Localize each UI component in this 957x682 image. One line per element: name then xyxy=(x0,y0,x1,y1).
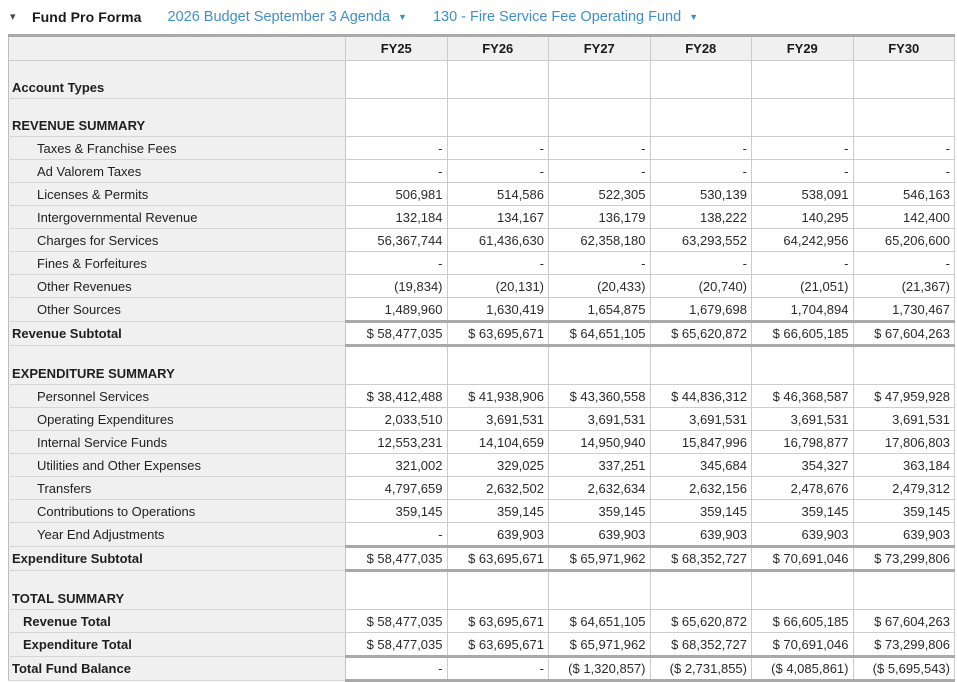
row-label: Other Revenues xyxy=(9,275,346,298)
value-cell: 639,903 xyxy=(752,523,854,547)
row-label: Utilities and Other Expenses xyxy=(9,454,346,477)
value-cell xyxy=(549,61,651,99)
value-cell xyxy=(447,99,549,137)
value-cell: $ 65,620,872 xyxy=(650,610,752,633)
value-cell: 538,091 xyxy=(752,183,854,206)
value-cell: $ 68,352,727 xyxy=(650,633,752,657)
value-cell: $ 44,836,312 xyxy=(650,385,752,408)
value-cell: 359,145 xyxy=(447,500,549,523)
table-row xyxy=(9,454,955,477)
value-cell xyxy=(650,571,752,610)
value-cell: $ 41,938,906 xyxy=(447,385,549,408)
value-cell: - xyxy=(549,252,651,275)
row-label: Contributions to Operations xyxy=(9,500,346,523)
row-label: Ad Valorem Taxes xyxy=(9,160,346,183)
value-cell: - xyxy=(650,160,752,183)
row-label: Revenue Subtotal xyxy=(9,322,346,346)
row-label: Transfers xyxy=(9,477,346,500)
column-header-fy29: FY29 xyxy=(752,36,854,61)
row-label: Year End Adjustments xyxy=(9,523,346,547)
table-row xyxy=(9,322,955,346)
fund-selector-dropdown-label: 130 - Fire Service Fee Operating Fund xyxy=(432,9,682,25)
chevron-down-icon: ▼ xyxy=(689,11,699,22)
value-cell xyxy=(853,346,955,385)
value-cell: $ 65,620,872 xyxy=(650,322,752,346)
value-cell: $ 38,412,488 xyxy=(346,385,448,408)
value-cell: (20,131) xyxy=(447,275,549,298)
value-cell: 359,145 xyxy=(650,500,752,523)
value-cell: 2,478,676 xyxy=(752,477,854,500)
row-label: Taxes & Franchise Fees xyxy=(9,137,346,160)
value-cell: 639,903 xyxy=(650,523,752,547)
value-cell: 321,002 xyxy=(346,454,448,477)
row-label: Internal Service Funds xyxy=(9,431,346,454)
value-cell: 2,632,634 xyxy=(549,477,651,500)
value-cell: $ 63,695,671 xyxy=(447,610,549,633)
row-label: EXPENDITURE SUMMARY xyxy=(9,346,346,385)
table-row xyxy=(9,523,955,547)
table-row xyxy=(9,183,955,206)
table-row xyxy=(9,500,955,523)
table-row xyxy=(9,298,955,322)
value-cell xyxy=(853,571,955,610)
value-cell: ($ 1,320,857) xyxy=(549,657,651,681)
budget-version-dropdown-label: 2026 Budget September 3 Agenda xyxy=(167,9,391,25)
value-cell: 639,903 xyxy=(447,523,549,547)
table-row xyxy=(9,657,955,681)
table-row xyxy=(9,408,955,431)
value-cell: 337,251 xyxy=(549,454,651,477)
value-cell xyxy=(346,571,448,610)
value-cell: - xyxy=(853,137,955,160)
value-cell: - xyxy=(853,160,955,183)
value-cell: $ 58,477,035 xyxy=(346,633,448,657)
table-row xyxy=(9,385,955,408)
table-row xyxy=(9,346,955,385)
value-cell: $ 63,695,671 xyxy=(447,547,549,571)
value-cell xyxy=(650,61,752,99)
value-cell: ($ 2,731,855) xyxy=(650,657,752,681)
value-cell: 1,679,698 xyxy=(650,298,752,322)
value-cell: 639,903 xyxy=(549,523,651,547)
value-cell: - xyxy=(650,137,752,160)
table-row xyxy=(9,477,955,500)
value-cell: - xyxy=(447,252,549,275)
fund-selector-dropdown[interactable] xyxy=(433,9,698,25)
table-row xyxy=(9,547,955,571)
row-label: Expenditure Subtotal xyxy=(9,547,346,571)
value-cell: $ 73,299,806 xyxy=(853,547,955,571)
value-cell: - xyxy=(447,137,549,160)
value-cell: $ 64,651,105 xyxy=(549,610,651,633)
value-cell: 12,553,231 xyxy=(346,431,448,454)
value-cell: $ 64,651,105 xyxy=(549,322,651,346)
value-cell xyxy=(752,346,854,385)
value-cell: 132,184 xyxy=(346,206,448,229)
value-cell xyxy=(853,61,955,99)
value-cell: 61,436,630 xyxy=(447,229,549,252)
value-cell: $ 65,971,962 xyxy=(549,547,651,571)
value-cell: $ 70,691,046 xyxy=(752,633,854,657)
value-cell xyxy=(346,99,448,137)
value-cell: 64,242,956 xyxy=(752,229,854,252)
table-row xyxy=(9,137,955,160)
value-cell: $ 46,368,587 xyxy=(752,385,854,408)
page-title: Fund Pro Forma xyxy=(32,9,142,25)
value-cell: 3,691,531 xyxy=(853,408,955,431)
column-header-fy28: FY28 xyxy=(650,36,752,61)
table-row xyxy=(9,275,955,298)
value-cell: 363,184 xyxy=(853,454,955,477)
column-header-fy27: FY27 xyxy=(549,36,651,61)
row-label-header-cell xyxy=(9,36,346,61)
value-cell: - xyxy=(447,657,549,681)
value-cell: $ 70,691,046 xyxy=(752,547,854,571)
value-cell: - xyxy=(346,160,448,183)
collapse-section-icon[interactable]: ▾ xyxy=(10,10,16,23)
table-row xyxy=(9,229,955,252)
value-cell: 359,145 xyxy=(549,500,651,523)
value-cell: ($ 5,695,543) xyxy=(853,657,955,681)
row-label: Revenue Total xyxy=(9,610,346,633)
value-cell: 136,179 xyxy=(549,206,651,229)
table-row xyxy=(9,610,955,633)
table-row xyxy=(9,99,955,137)
value-cell: $ 66,605,185 xyxy=(752,322,854,346)
value-cell: - xyxy=(447,160,549,183)
value-cell xyxy=(549,346,651,385)
value-cell: 3,691,531 xyxy=(752,408,854,431)
value-cell: 359,145 xyxy=(752,500,854,523)
value-cell: (19,834) xyxy=(346,275,448,298)
value-cell: 546,163 xyxy=(853,183,955,206)
value-cell: 15,847,996 xyxy=(650,431,752,454)
value-cell: 142,400 xyxy=(853,206,955,229)
value-cell: 3,691,531 xyxy=(549,408,651,431)
value-cell: - xyxy=(346,523,448,547)
value-cell xyxy=(346,61,448,99)
value-cell: - xyxy=(853,252,955,275)
row-label: Expenditure Total xyxy=(9,633,346,657)
row-label: Other Sources xyxy=(9,298,346,322)
budget-version-dropdown[interactable] xyxy=(168,9,407,25)
value-cell: 345,684 xyxy=(650,454,752,477)
row-label: Personnel Services xyxy=(9,385,346,408)
value-cell: $ 66,605,185 xyxy=(752,610,854,633)
value-cell: $ 73,299,806 xyxy=(853,633,955,657)
value-cell: 530,139 xyxy=(650,183,752,206)
value-cell xyxy=(752,571,854,610)
table-row xyxy=(9,61,955,99)
value-cell: 1,630,419 xyxy=(447,298,549,322)
value-cell: $ 58,477,035 xyxy=(346,322,448,346)
value-cell: 359,145 xyxy=(346,500,448,523)
value-cell: - xyxy=(752,252,854,275)
value-cell: - xyxy=(549,160,651,183)
value-cell: $ 47,959,928 xyxy=(853,385,955,408)
value-cell: 1,654,875 xyxy=(549,298,651,322)
column-header-fy26: FY26 xyxy=(447,36,549,61)
value-cell: - xyxy=(346,657,448,681)
row-label: REVENUE SUMMARY xyxy=(9,99,346,137)
pro-forma-table xyxy=(8,34,955,682)
value-cell xyxy=(853,99,955,137)
value-cell: 4,797,659 xyxy=(346,477,448,500)
value-cell: (20,433) xyxy=(549,275,651,298)
value-cell: $ 58,477,035 xyxy=(346,610,448,633)
value-cell: 639,903 xyxy=(853,523,955,547)
value-cell xyxy=(447,61,549,99)
value-cell: 56,367,744 xyxy=(346,229,448,252)
value-cell: 2,479,312 xyxy=(853,477,955,500)
value-cell: $ 63,695,671 xyxy=(447,322,549,346)
table-row xyxy=(9,571,955,610)
column-header-row xyxy=(9,36,955,61)
value-cell: 16,798,877 xyxy=(752,431,854,454)
value-cell: - xyxy=(650,252,752,275)
value-cell: 522,305 xyxy=(549,183,651,206)
value-cell xyxy=(346,346,448,385)
value-cell: (21,051) xyxy=(752,275,854,298)
pro-forma-table-container xyxy=(8,34,957,682)
value-cell: 2,632,156 xyxy=(650,477,752,500)
toolbar xyxy=(0,0,957,34)
value-cell: ($ 4,085,861) xyxy=(752,657,854,681)
value-cell: 2,632,502 xyxy=(447,477,549,500)
value-cell: - xyxy=(752,160,854,183)
value-cell: $ 43,360,558 xyxy=(549,385,651,408)
table-row xyxy=(9,206,955,229)
value-cell xyxy=(752,61,854,99)
row-label: Total Fund Balance xyxy=(9,657,346,681)
value-cell xyxy=(650,99,752,137)
value-cell: - xyxy=(346,252,448,275)
value-cell: 138,222 xyxy=(650,206,752,229)
column-header-fy30: FY30 xyxy=(853,36,955,61)
value-cell: 1,489,960 xyxy=(346,298,448,322)
value-cell: $ 67,604,263 xyxy=(853,610,955,633)
row-label: Licenses & Permits xyxy=(9,183,346,206)
value-cell: $ 65,971,962 xyxy=(549,633,651,657)
value-cell: 3,691,531 xyxy=(447,408,549,431)
value-cell xyxy=(752,99,854,137)
value-cell xyxy=(549,99,651,137)
row-label: Charges for Services xyxy=(9,229,346,252)
row-label: Intergovernmental Revenue xyxy=(9,206,346,229)
table-row xyxy=(9,431,955,454)
table-row xyxy=(9,160,955,183)
value-cell: 140,295 xyxy=(752,206,854,229)
value-cell: 514,586 xyxy=(447,183,549,206)
value-cell: 63,293,552 xyxy=(650,229,752,252)
value-cell: - xyxy=(346,137,448,160)
value-cell: 17,806,803 xyxy=(853,431,955,454)
value-cell xyxy=(447,571,549,610)
table-row xyxy=(9,252,955,275)
value-cell: 14,104,659 xyxy=(447,431,549,454)
row-label: Account Types xyxy=(9,61,346,99)
value-cell: $ 58,477,035 xyxy=(346,547,448,571)
value-cell: 354,327 xyxy=(752,454,854,477)
value-cell: 359,145 xyxy=(853,500,955,523)
row-label: Fines & Forfeitures xyxy=(9,252,346,275)
value-cell xyxy=(650,346,752,385)
row-label: TOTAL SUMMARY xyxy=(9,571,346,610)
value-cell: $ 63,695,671 xyxy=(447,633,549,657)
value-cell: 1,730,467 xyxy=(853,298,955,322)
value-cell: 1,704,894 xyxy=(752,298,854,322)
value-cell xyxy=(447,346,549,385)
value-cell: $ 67,604,263 xyxy=(853,322,955,346)
value-cell: 62,358,180 xyxy=(549,229,651,252)
value-cell: 3,691,531 xyxy=(650,408,752,431)
value-cell: 329,025 xyxy=(447,454,549,477)
value-cell: (21,367) xyxy=(853,275,955,298)
value-cell: 2,033,510 xyxy=(346,408,448,431)
chevron-down-icon: ▼ xyxy=(398,11,407,22)
column-header-fy25: FY25 xyxy=(346,36,448,61)
value-cell: 65,206,600 xyxy=(853,229,955,252)
value-cell: - xyxy=(752,137,854,160)
value-cell: 506,981 xyxy=(346,183,448,206)
value-cell: - xyxy=(549,137,651,160)
value-cell: $ 68,352,727 xyxy=(650,547,752,571)
row-label: Operating Expenditures xyxy=(9,408,346,431)
value-cell: 134,167 xyxy=(447,206,549,229)
value-cell: (20,740) xyxy=(650,275,752,298)
value-cell xyxy=(549,571,651,610)
value-cell: 14,950,940 xyxy=(549,431,651,454)
